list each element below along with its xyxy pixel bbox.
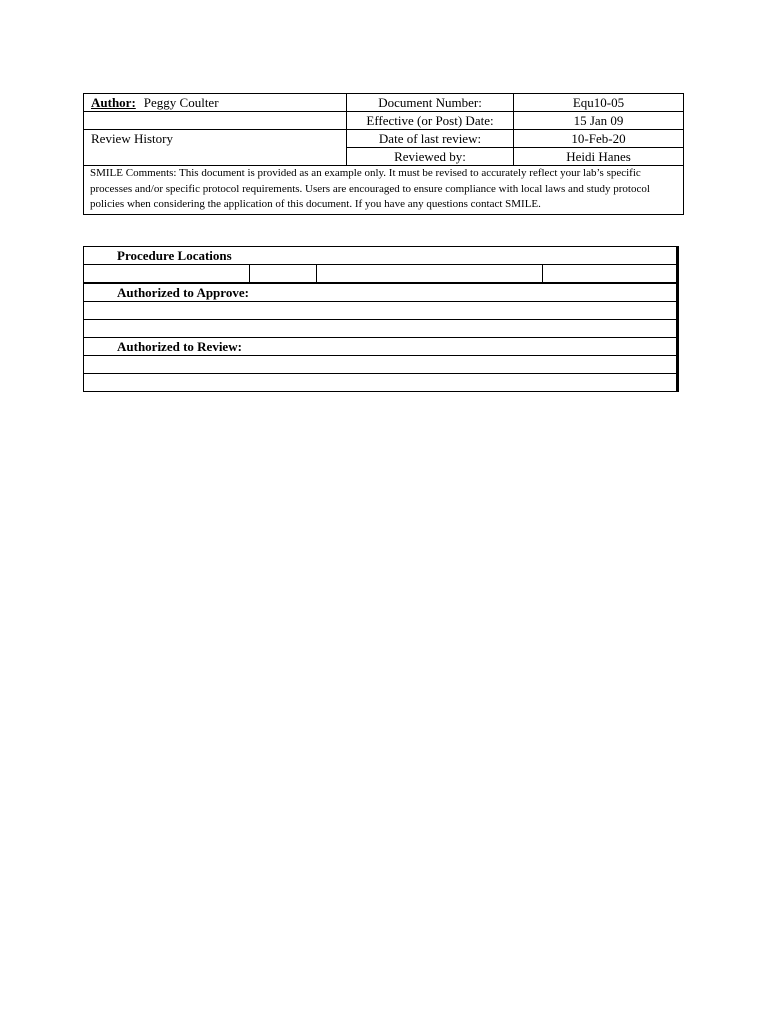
approve-row <box>84 320 678 338</box>
header-row <box>84 94 684 112</box>
procedure-locations-title: Procedure Locations <box>84 247 678 265</box>
location-cell <box>543 265 678 284</box>
section-header-row <box>84 338 678 356</box>
reviewer-cell <box>84 374 678 392</box>
header-row <box>84 130 684 148</box>
reviewed-by-value: Heidi Hanes <box>514 148 684 166</box>
last-review-label: Date of last review: <box>347 130 514 148</box>
locations-row <box>84 265 678 284</box>
location-cell <box>84 265 250 284</box>
location-cell <box>317 265 543 284</box>
location-cell <box>250 265 317 284</box>
section-header-row <box>84 283 678 302</box>
document-header-table <box>83 93 684 215</box>
author-label: Author: <box>91 94 136 110</box>
comments-row <box>84 166 684 215</box>
section-header-row <box>84 247 678 265</box>
reviewed-by-label: Reviewed by: <box>347 148 514 166</box>
effective-date-value: 15 Jan 09 <box>514 112 684 130</box>
review-row <box>84 374 678 392</box>
author-cell <box>84 94 347 112</box>
review-row <box>84 356 678 374</box>
review-history-label: Review History <box>84 130 347 166</box>
empty-cell <box>84 112 347 130</box>
approver-cell <box>84 302 678 320</box>
authorized-to-review-title: Authorized to Review: <box>84 338 678 356</box>
document-number-label: Document Number: <box>347 94 514 112</box>
smile-comments: SMILE Comments: This document is provided as an example only. It must be revised to accurately reflect your lab’s specific processes and/or specific protocol requirements. Users are encouraged to ensure compliance with local laws and study protocol policies when considering the application of this document. If you have any questions contact SMILE. <box>84 166 684 215</box>
last-review-value: 10-Feb-20 <box>514 130 684 148</box>
procedure-locations-table <box>83 246 679 392</box>
approver-cell <box>84 320 678 338</box>
reviewer-cell <box>84 356 678 374</box>
document-number-value: Equ10-05 <box>514 94 684 112</box>
effective-date-label: Effective (or Post) Date: <box>347 112 514 130</box>
approve-row <box>84 302 678 320</box>
author-name: Peggy Coulter <box>143 94 219 110</box>
header-row <box>84 112 684 130</box>
authorized-to-approve-title: Authorized to Approve: <box>84 283 678 302</box>
